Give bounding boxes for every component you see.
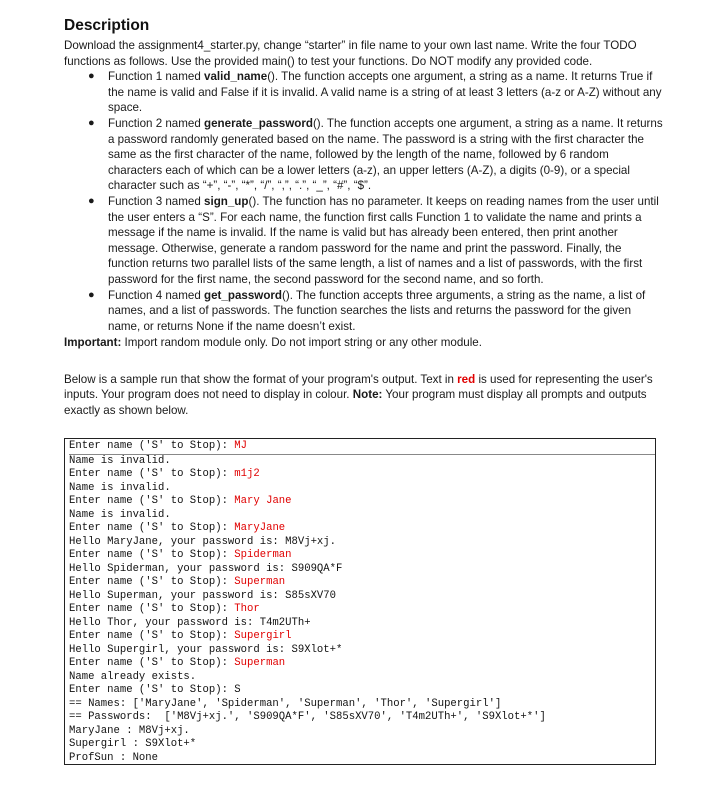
function-name: sign_up [204,194,249,208]
function-item [64,288,664,335]
console-output: Hello Spiderman, your password is: S909QA*F [69,562,343,575]
function-pre: Function 4 named [108,288,205,302]
console-output: Enter name ('S' to Stop): [69,630,235,642]
sample-paragraph [64,372,664,419]
function-pre: Function 3 named [108,194,205,208]
function-desc: (). The function has no parameter. It keeps on reading names from the user until the user enters a “S”. For each name, the function first calls Function 1 to validate the name and prints a message if the name is invalid. If the name is valid but has already been entered, then print another message. Otherwise, generate a random password for the name and print the password. Finally, the function returns two parallel lists of the same length, a list of names and a list of passwords, with the first password for the first name, the second password for the second name, and so forth. [108,194,659,286]
function-name: generate_password [204,116,313,130]
console-line [69,752,655,766]
sample-text-1: Below is a sample run that show the format of your program's output. Text in [64,372,458,386]
console-output: MaryJane : M8Vj+xj. [69,724,190,737]
function-name: get_password [204,288,282,302]
function-item [64,69,664,116]
console-line [69,549,655,563]
page-title: Description [64,17,150,34]
console-line [69,738,655,752]
console-line [69,630,655,644]
console-user-input: Mary Jane [234,495,292,507]
console-line [69,671,655,685]
console-output: Name is invalid. [69,454,171,467]
console-user-input: MJ [234,440,248,452]
console-output: Enter name ('S' to Stop): [69,576,235,588]
note-label: Note: [352,388,383,402]
console-line [69,522,655,536]
console-user-input: Spiderman [234,549,292,561]
function-desc: (). The function accepts one argument, a string as a name. It returns True if the name is valid and False if it is invalid. A valid name is a string of at least 3 letters (a-z or A-Z) without any space. [108,70,662,115]
console-line [69,698,655,712]
function-desc: (). The function accepts three arguments, a string as the name, a list of names, and a list of passwords. The function searches the lists and returns the password for the given name, or returns None if the name doesn’t exist. [108,288,646,333]
console-line [69,482,655,496]
console-line [69,603,655,617]
console-output: Hello Superman, your password is: S85sXV70 [69,589,337,602]
console-output: Hello Supergirl, your password is: S9Xlot+* [69,643,343,656]
console-output: Enter name ('S' to Stop): [69,549,235,561]
console-line [69,617,655,631]
console-output: Name already exists. [69,670,197,683]
bullet-icon: ● [88,70,95,83]
console-line [69,468,655,482]
console-line [69,440,655,455]
console-output: Name is invalid. [69,508,171,521]
sample-run-console [64,438,656,765]
console-output: Hello Thor, your password is: T4m2UTh+ [69,616,311,629]
bullet-icon: ● [88,116,95,129]
console-user-input: MaryJane [234,522,286,534]
function-pre: Function 1 named [108,70,205,84]
console-output: Name is invalid. [69,481,171,494]
console-user-input: Superman [234,576,286,588]
console-line [69,590,655,604]
console-output: Enter name ('S' to Stop): [69,468,235,480]
console-output: Enter name ('S' to Stop): [69,657,235,669]
console-line [69,644,655,658]
console-line [69,495,655,509]
console-user-input: Thor [234,603,260,615]
description-section [64,16,664,419]
console-line [69,657,655,671]
sample-text-3: Your program must display all prompts and outputs exactly as shown below. [64,388,647,418]
function-pre: Function 2 named [108,116,205,130]
intro-paragraph: Download the assignment4_starter.py, change “starter” in file name to your own last name. Write the four TODO functions as follows. Use the provided main() to test your functions. Do NOT modify any provided code. [64,39,637,68]
function-item [64,116,664,194]
console-output: Enter name ('S' to Stop): [69,603,235,615]
console-output: Enter name ('S' to Stop): S [69,684,241,696]
console-line [69,684,655,698]
console-output: Enter name ('S' to Stop): [69,495,235,507]
console-line [69,509,655,523]
console-user-input: Supergirl [234,630,292,642]
console-line [69,536,655,550]
function-desc: (). The function accepts one argument, a string as a name. It returns a password randomly generated based on the name. The password is a string with the first character the same as the first character of the name, followed by the length of the name, followed by 6 random characters each of which can be a lower letters (a-z), an upper letters (A-Z), a digits (0-9), or a special character such as “+”, “-”, “*”, “/”, “,”, “.”, “_”, “#”, “$”. [108,116,663,193]
console-line [69,563,655,577]
console-output: == Names: ['MaryJane', 'Spiderman', 'Superman', 'Thor', 'Supergirl'] [69,697,502,710]
bullet-icon: ● [88,288,95,301]
important-note [64,335,664,351]
console-user-input: m1j2 [234,468,260,480]
function-list [64,69,664,334]
function-name: valid_name [204,70,268,84]
important-text: Import random module only. Do not import string or any other module. [121,336,482,350]
function-item [64,194,664,288]
console-user-input: Superman [234,657,286,669]
console-output: Enter name ('S' to Stop): [69,522,235,534]
bullet-icon: ● [88,194,95,207]
console-output: Enter name ('S' to Stop): [69,440,235,452]
console-output: Hello MaryJane, your password is: M8Vj+xj. [69,535,337,548]
console-line [69,725,655,739]
sample-text-2: is used for representing the user's inputs. Your program does not need to display in colour. [64,372,653,402]
console-output: == Passwords: ['M8Vj+xj.', 'S909QA*F', 'S85sXV70', 'T4m2UTh+', 'S9Xlot+*'] [69,711,546,723]
console-line [69,455,655,469]
console-line [69,711,655,725]
console-line [69,576,655,590]
sample-red-word: red [457,372,476,386]
important-label: Important: [64,336,122,350]
console-output: ProfSun : None [69,751,159,764]
console-output: Supergirl : S9Xlot+* [69,738,197,750]
